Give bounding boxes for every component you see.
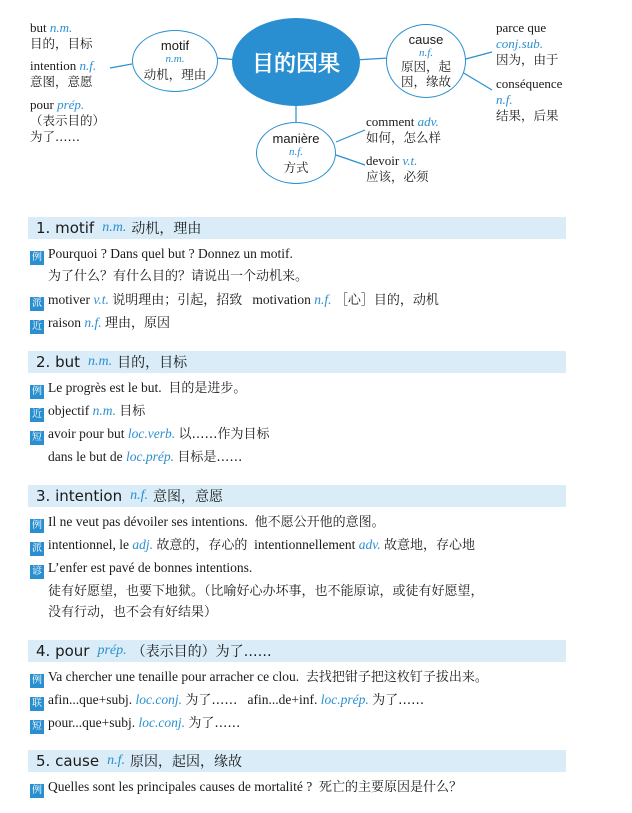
example-line: 例 Quelles sont les principales causes de mortalité ? 死亡的主要原因是什么？ <box>32 779 463 796</box>
tag-example: 例 <box>32 785 42 796</box>
note-parce-que: parce que conj.sub. 因为，由于 <box>496 20 559 67</box>
note-but: but n.m. 目的，目标 <box>30 20 93 51</box>
node-zh: 方式 <box>283 160 309 175</box>
tag-example: 例 <box>32 520 42 531</box>
mindmap-node-motif <box>132 30 218 92</box>
tag-phrase: 短 <box>32 432 42 443</box>
phrase-line: dans le but de loc.prép. 目标是…… <box>48 449 243 465</box>
node-word: cause <box>408 32 444 47</box>
node-word: motif <box>160 38 190 53</box>
section-header-motif: 1. motif n.m. 动机，理由 <box>28 217 566 239</box>
tag-synonym: 近 <box>32 321 42 332</box>
example-line: 例 Va chercher une tenaille pour arracher ce clou. 去找把钳子把这枚钉子拔出来。 <box>32 669 488 686</box>
translation-line: 没有行动，也不会有好结果） <box>48 605 218 620</box>
phrase-line: 短 avoir pour but loc.verb. 以……作为目标 <box>32 426 270 443</box>
section-header-but: 2. but n.m. 目的，目标 <box>28 351 566 373</box>
note-intention: intention n.f. 意图，意愿 <box>30 58 97 89</box>
tag-proverb: 谚 <box>32 566 42 577</box>
example-line: 例 Le progrès est le but. 目的是进步。 <box>32 380 247 397</box>
node-zh: 因，缘故 <box>400 74 451 89</box>
mindmap-node-cause <box>386 24 466 98</box>
tag-example: 例 <box>32 675 42 686</box>
node-zh: 动机，理由 <box>143 67 207 82</box>
node-word: manière <box>272 131 320 146</box>
proverb-line: 谚 L’enfer est pavé de bonnes intentions. <box>32 560 253 577</box>
mindmap-center: 目的因果 <box>232 18 360 106</box>
note-devoir: devoir v.t. 应该，必须 <box>366 153 429 184</box>
translation-line: 为了什么？有什么目的？请说出一个动机来。 <box>48 269 309 284</box>
example-line: 例 Il ne veut pas dévoiler ses intentions. 他不愿公开他的意图。 <box>32 514 385 531</box>
tag-related: 联 <box>32 698 42 709</box>
tag-derivative: 派 <box>32 298 42 309</box>
derivative-line: 派 motiver v.t. 说明理由；引起，招致 motivation n.f. ［心］目的，动机 <box>32 292 439 309</box>
note-consequence: conséquence n.f. 结果，后果 <box>496 76 563 123</box>
tag-synonym: 近 <box>32 409 42 420</box>
derivative-line: 派 intentionnel, le adj. 故意的，存心的 intentionnellement adv. 故意地，存心地 <box>32 537 476 554</box>
node-pos: n.f. <box>418 47 434 59</box>
note-pour: pour prép. （表示目的） 为了…… <box>30 97 106 144</box>
example-line: 例 Pourquoi ? Dans quel but ? Donnez un motif. <box>32 246 293 263</box>
phrase-line: 短 pour...que+subj. loc.conj. 为了…… <box>32 715 241 732</box>
tag-example: 例 <box>32 386 42 397</box>
node-zh: 原因，起 <box>400 59 451 74</box>
node-pos: n.f. <box>288 146 304 158</box>
node-pos: n.m. <box>165 53 185 65</box>
section-header-cause: 5. cause n.f. 原因，起因，缘故 <box>28 750 566 772</box>
mindmap-node-maniere <box>256 122 336 184</box>
synonym-line: 近 raison n.f. 理由，原因 <box>32 315 171 332</box>
synonym-line: 近 objectif n.m. 目标 <box>32 403 146 420</box>
translation-line: 徒有好愿望，也要下地狱。（比喻好心办坏事，也不能原谅，或徒有好愿望， <box>48 584 484 599</box>
section-header-pour: 4. pour prép. （表示目的）为了…… <box>28 640 566 662</box>
tag-phrase: 短 <box>32 721 42 732</box>
note-comment: comment adv. 如何，怎么样 <box>366 114 442 145</box>
related-line: 联 afin...que+subj. loc.conj. 为了…… afin...de+inf. loc.prép. 为了…… <box>32 692 425 709</box>
tag-example: 例 <box>32 252 42 263</box>
tag-derivative: 派 <box>32 543 42 554</box>
section-header-intention: 3. intention n.f. 意图，意愿 <box>28 485 566 507</box>
